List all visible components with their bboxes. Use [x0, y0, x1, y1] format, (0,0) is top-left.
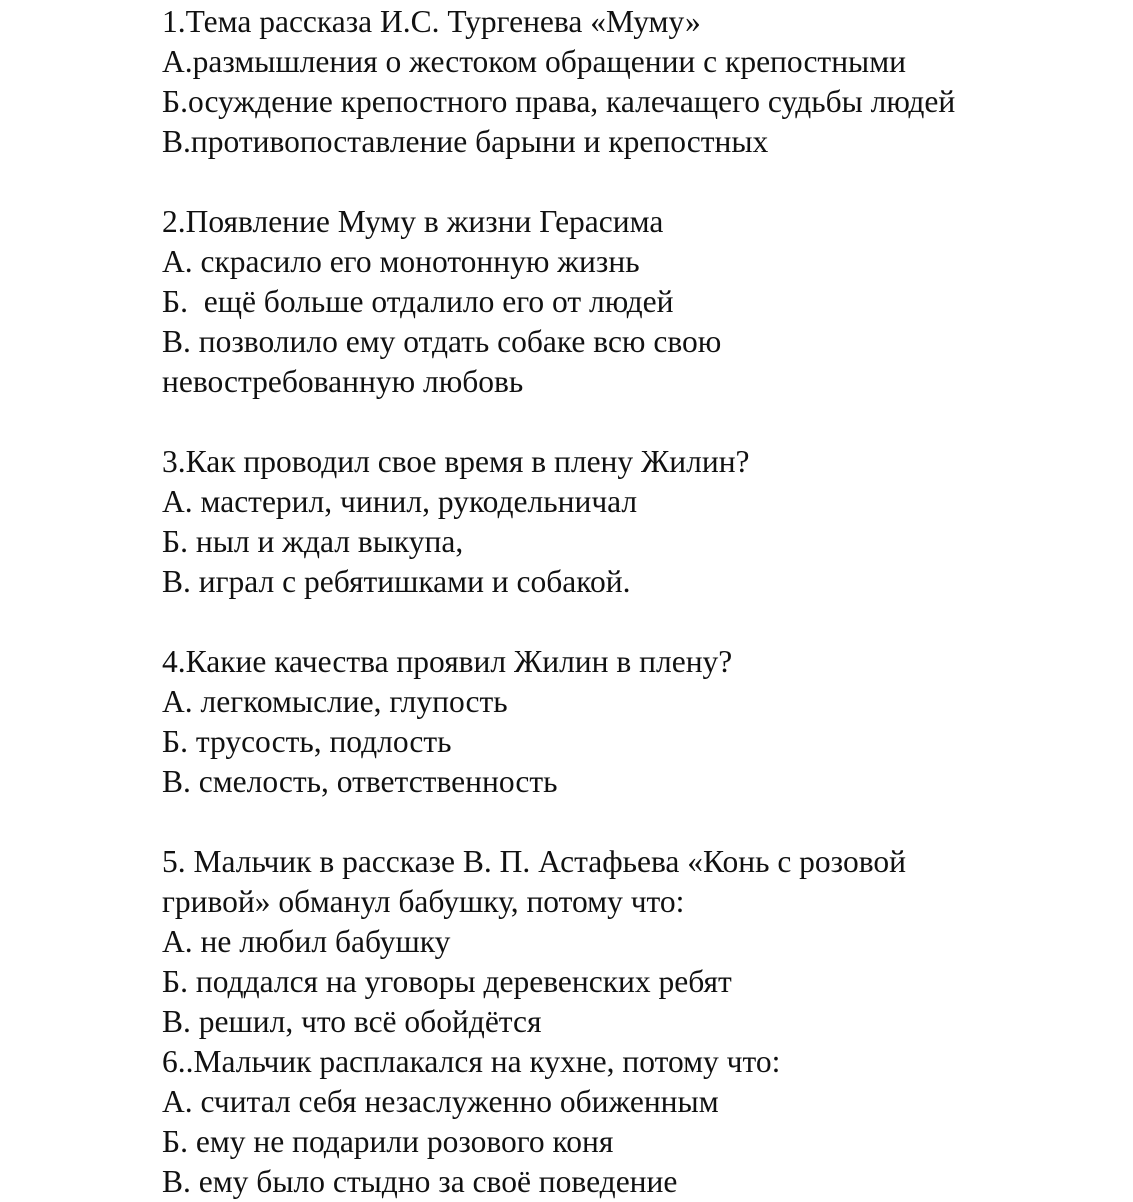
answer-option-b: Б. трусость, подлость	[162, 724, 452, 759]
question-3	[162, 442, 955, 602]
question-5	[162, 842, 955, 1042]
question-text: 6..Мальчик расплакался на кухне, потому что:	[162, 1044, 781, 1079]
answer-option-a: А. мастерил, чинил, рукодельничал	[162, 484, 638, 519]
answer-option-v: В. решил, что всё обойдётся	[162, 1004, 542, 1039]
answer-option-a: А. считал себя незаслуженно обиженным	[162, 1084, 719, 1119]
answer-option-a: А. скрасило его монотонную жизнь	[162, 244, 640, 279]
question-text: 1.Тема рассказа И.С. Тургенева «Муму»	[162, 4, 701, 39]
question-text: 2.Появление Муму в жизни Герасима	[162, 204, 664, 239]
answer-option-b: Б. ныл и ждал выкупа,	[162, 524, 464, 559]
answer-option-b: Б.осуждение крепостного права, калечащего судьбы людей	[162, 84, 956, 119]
document-body	[162, 2, 955, 1202]
answer-option-b: Б. ещё больше отдалило его от людей	[162, 284, 674, 319]
answer-option-v-continued: невостребованную любовь	[162, 364, 524, 399]
question-text: 4.Какие качества проявил Жилин в плену?	[162, 644, 733, 679]
question-2	[162, 202, 955, 402]
answer-option-v: В. смелость, ответственность	[162, 764, 558, 799]
answer-option-v: В. играл с ребятишками и собакой.	[162, 564, 631, 599]
answer-option-a: А. легкомыслие, глупость	[162, 684, 508, 719]
answer-option-v: В. позволило ему отдать собаке всю свою	[162, 324, 722, 359]
answer-option-v: В. ему было стыдно за своё поведение	[162, 1164, 678, 1199]
question-6	[162, 1042, 955, 1202]
answer-option-a: А.размышления о жестоком обращении с крепостными	[162, 44, 907, 79]
question-1	[162, 2, 955, 162]
answer-option-b: Б. поддался на уговоры деревенских ребят	[162, 964, 732, 999]
question-text-continued: гривой» обманул бабушку, потому что:	[162, 884, 685, 919]
answer-option-b: Б. ему не подарили розового коня	[162, 1124, 614, 1159]
question-text: 5. Мальчик в рассказе В. П. Астафьева «Конь с розовой	[162, 844, 906, 879]
question-text: 3.Как проводил свое время в плену Жилин?	[162, 444, 750, 479]
answer-option-a: А. не любил бабушку	[162, 924, 451, 959]
question-4	[162, 642, 955, 802]
answer-option-v: В.противопоставление барыни и крепостных	[162, 124, 769, 159]
